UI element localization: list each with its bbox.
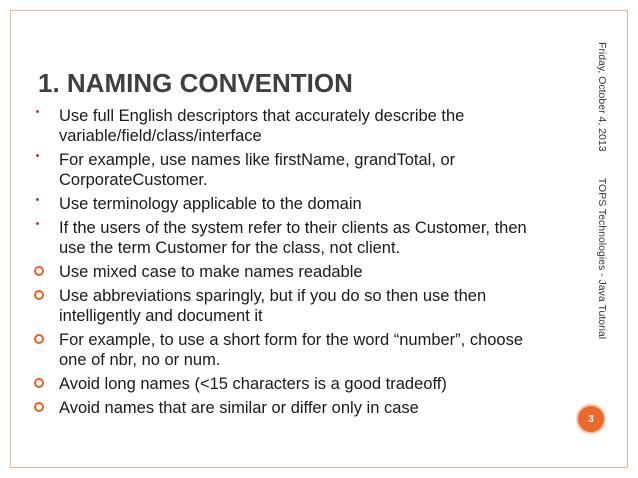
bullet-item xyxy=(34,286,534,326)
bullet-text: Use terminology applicable to the domain xyxy=(59,195,362,213)
small-dot-bullet-icon xyxy=(34,106,54,126)
bullet-item xyxy=(34,150,534,190)
side-footer xyxy=(596,42,608,339)
page-number-badge: 3 xyxy=(576,404,606,434)
bullet-text: Use abbreviations sparingly, but if you do so then use then intelligently and document it xyxy=(59,287,487,325)
side-source: TOPS Technologies - Java Tutorial xyxy=(596,177,608,340)
bullet-text: If the users of the system refer to their clients as Customer, then use the term Customer for the class, not client. xyxy=(59,219,527,257)
slide-title: 1. NAMING CONVENTION xyxy=(38,68,353,98)
bullet-item xyxy=(34,330,534,370)
bullet-text: For example, use names like firstName, grandTotal, or CorporateCustomer. xyxy=(59,151,456,189)
small-dot-bullet-icon xyxy=(34,150,54,170)
bullet-text: Use full English descriptors that accurately describe the variable/field/class/interface xyxy=(59,107,465,145)
bullet-item xyxy=(34,194,534,214)
bullet-item xyxy=(34,398,534,418)
bullet-text: Use mixed case to make names readable xyxy=(59,263,363,281)
ring-bullet-icon xyxy=(34,374,54,394)
small-dot-bullet-icon xyxy=(34,194,54,214)
bullet-text: For example, to use a short form for the word “number”, choose one of nbr, no or num. xyxy=(59,331,524,369)
ring-bullet-icon xyxy=(34,330,54,350)
ring-bullet-icon xyxy=(34,286,54,306)
bullet-text: Avoid names that are similar or differ only in case xyxy=(59,399,419,417)
bullet-list xyxy=(34,106,534,422)
side-spacer xyxy=(596,152,608,178)
ring-bullet-icon xyxy=(34,398,54,418)
side-date: Friday, October 4, 2013 xyxy=(596,42,608,152)
bullet-item xyxy=(34,218,534,258)
bullet-item xyxy=(34,374,534,394)
bullet-item xyxy=(34,106,534,146)
ring-bullet-icon xyxy=(34,262,54,282)
bullet-item xyxy=(34,262,534,282)
bullet-text: Avoid long names (<15 characters is a good tradeoff) xyxy=(59,375,447,393)
small-dot-bullet-icon xyxy=(34,218,54,238)
